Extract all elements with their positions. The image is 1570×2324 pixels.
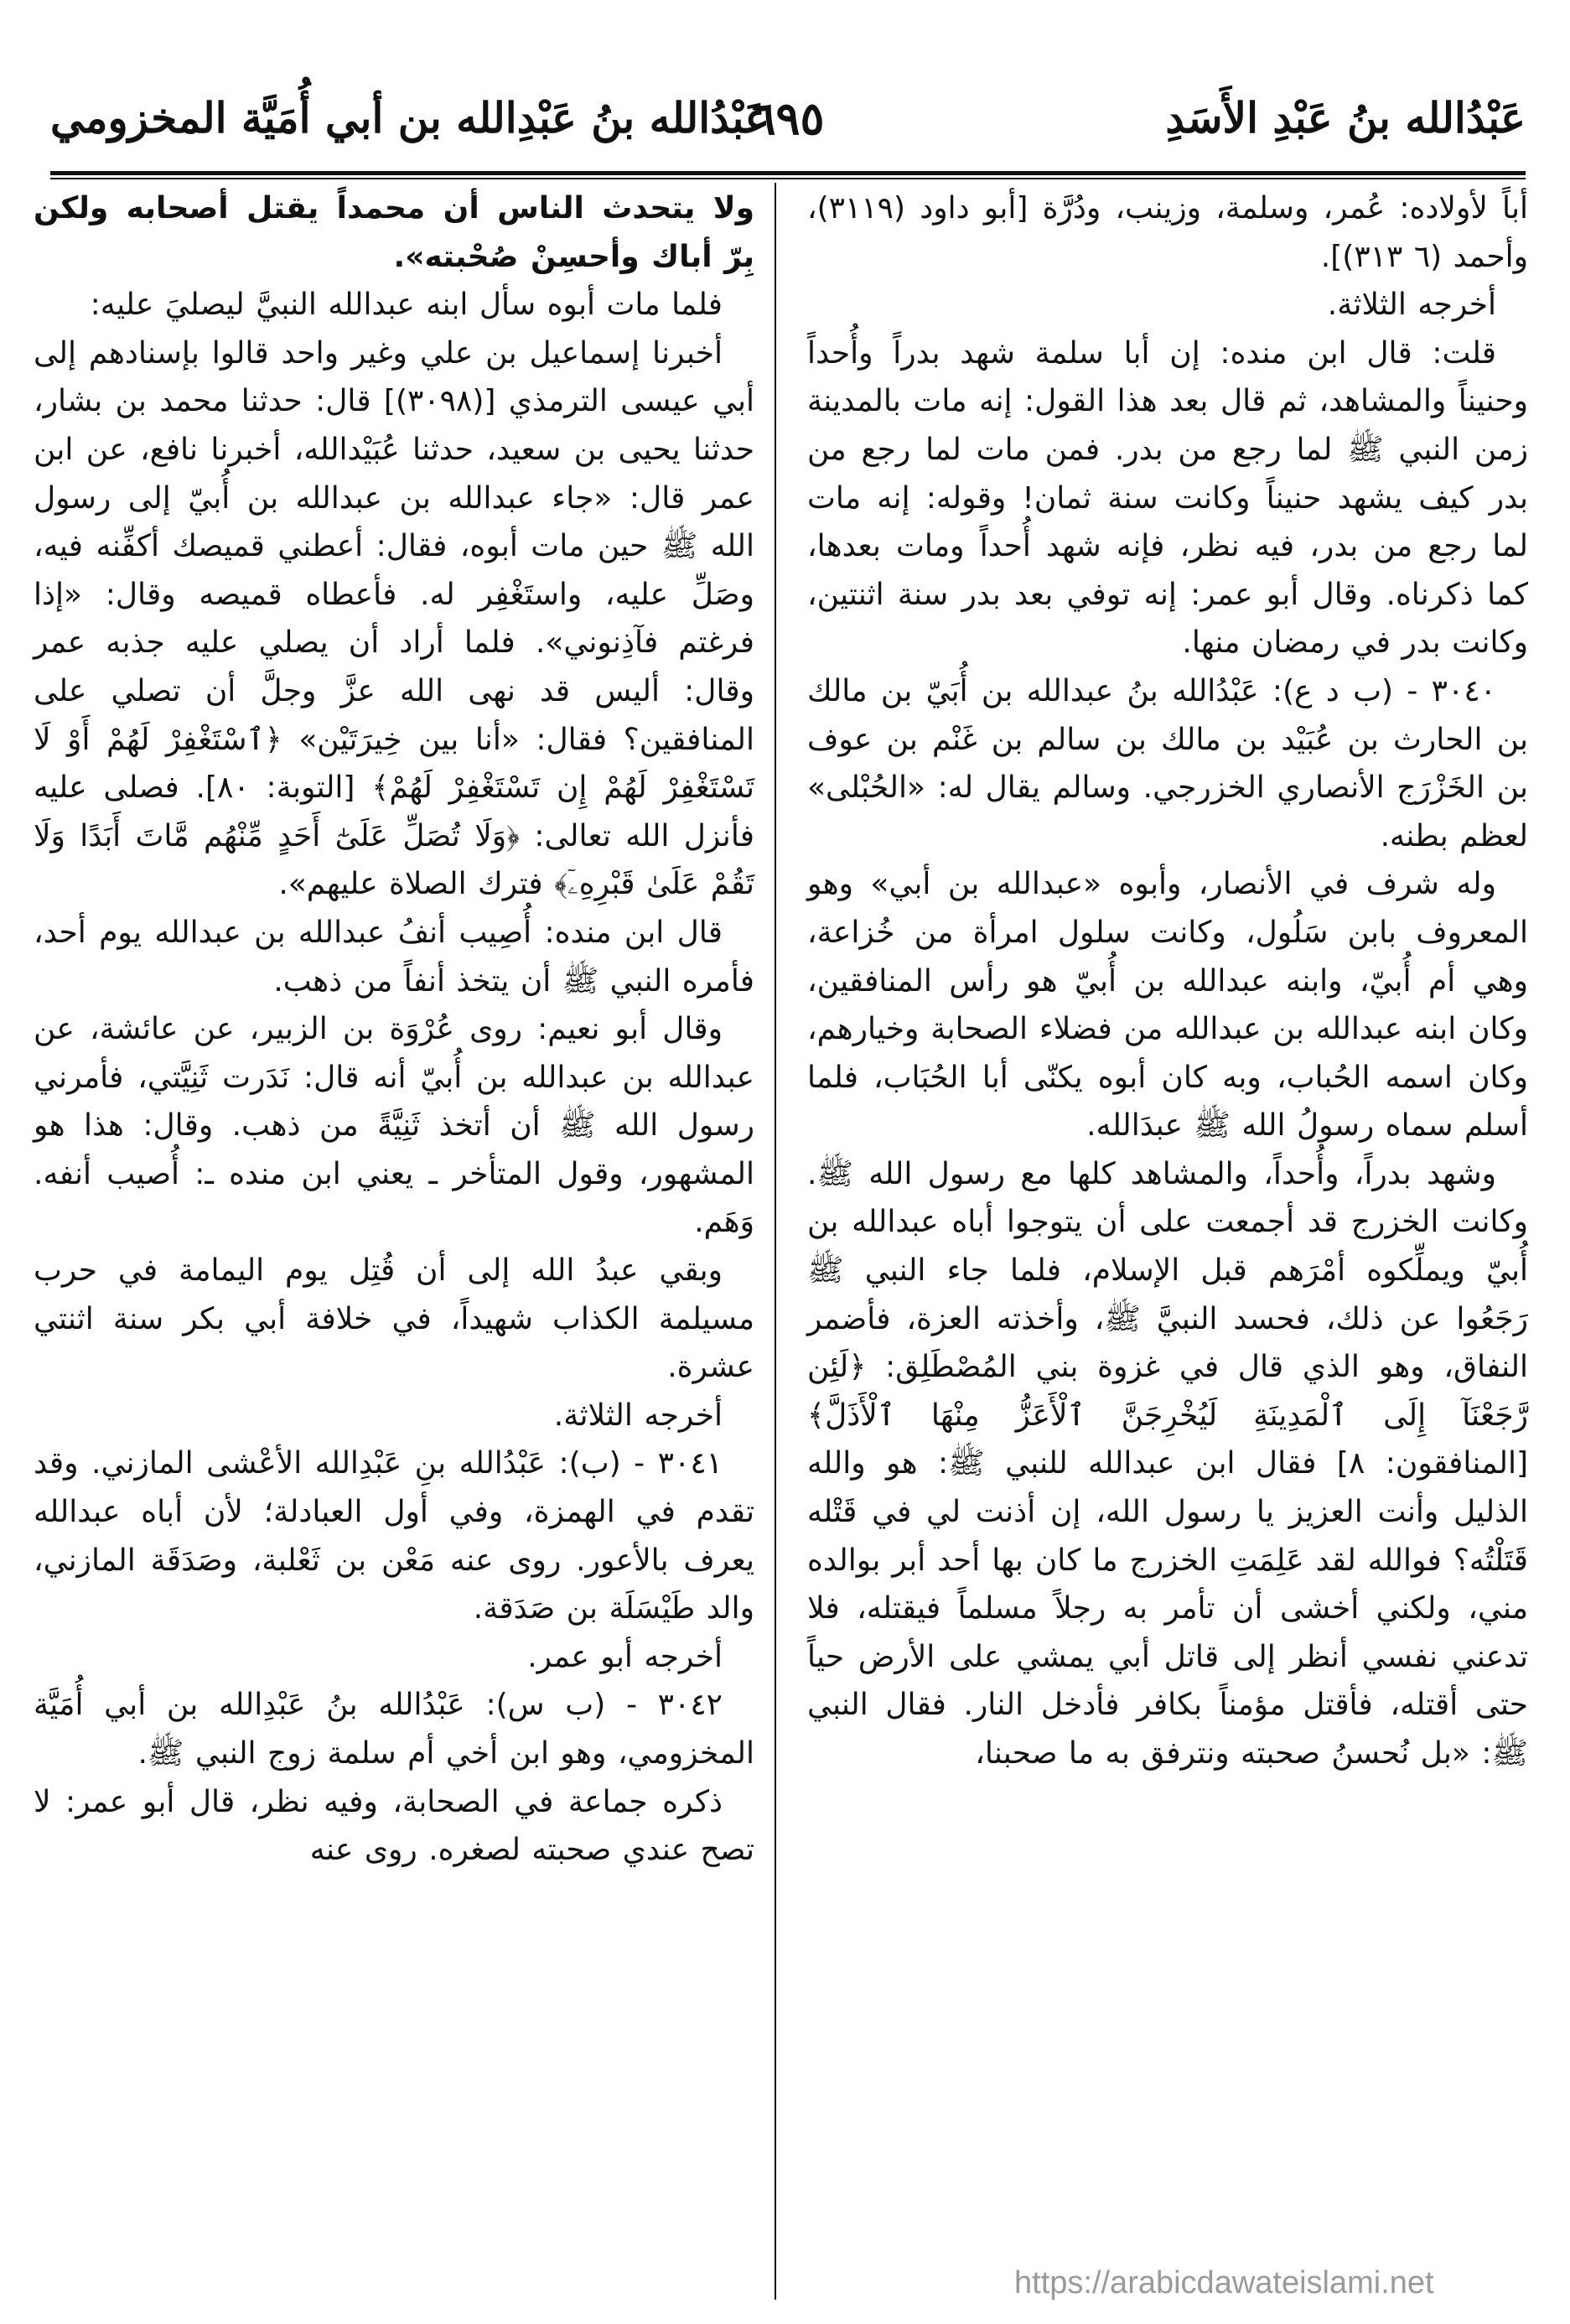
page-number: ٦٩٥ bbox=[751, 91, 825, 145]
column-separator bbox=[775, 183, 776, 2300]
paragraph: أخرجه أبو عمر. bbox=[527, 1639, 723, 1674]
running-title-left: عَبْدُالله بنُ عَبْدِالله بن أبي أُمَيَّة المخزومي bbox=[50, 93, 770, 143]
paragraph: ولا يتحدث الناس أن محمداً يقتل أصحابه ولكن بِرّ أباك وأحسِنْ صُحْبته». bbox=[34, 191, 754, 274]
paragraph: أخرجه الثلاثة. bbox=[1327, 288, 1496, 323]
entry-3042: ٣٠٤٢ - (ب س): عَبْدُالله بنُ عَبْدِالله بن أبي أُمَيَّة المخزومي، وهو ابن أخي أم سلمة زوج النبي ﷺ. bbox=[34, 1688, 754, 1771]
paragraph: أخبرنا إسماعيل بن علي وغير واحد قالوا بإسنادهم إلى أبي عيسى الترمذي [(٣٠٩٨)] قال: حدثنا محمد بن بشار، حدثنا يحيى بن سعيد، حدثنا عُبَيْدالله، أخبرنا نافع، عن ابن عمر قال: «جاء عبدالله بن عبدالله بن أُبيّ إلى رسول الله ﷺ حين مات أبوه، فقال: أعطني قميصك أكفِّنه فيه، وصَلِّ عليه، واستَغْفِر له. فأعطاه قميصه وقال: «إذا فرغتم فآذِنوني». فلما أراد أن يصلي عليه جذبه عمر وقال: أليس قد نهى الله عزَّ وجلَّ أن تصلي على المنافقين؟ فقال: «أنا بين خِيرَتَيْن» ﴿ٱسْتَغْفِرْ لَهُمْ أَوْ لَا تَسْتَغْفِرْ لَهُمْ إِن تَسْتَغْفِرْ لَهُمْ﴾ [التوبة: ٨٠]. فصلى عليه فأنزل الله تعالى: ﴿وَلَا تُصَلِّ عَلَىٰٓ أَحَدٍ مِّنْهُم مَّاتَ أَبَدًا وَلَا تَقُمْ عَلَىٰ قَبْرِهِۦٓ﴾ فترك الصلاة عليهم». bbox=[34, 335, 754, 902]
paragraph: وشهد بدراً، وأُحداً، والمشاهد كلها مع رسول الله ﷺ. وكانت الخزرج قد أجمعت على أن يتوجوا أباه عبدالله بن أُبيّ ويملِّكوه أمْرَهم قبل الإسلام، فلما جاء النبي ﷺ رَجَعُوا عن ذلك، فحسد النبيَّ ﷺ، وأخذته العزة، فأضمر النفاق، وهو الذي قال في غزوة بني المُصْطَلِق: ﴿لَئِن رَّجَعْنَآ إِلَى ٱلْمَدِينَةِ لَيُخْرِجَنَّ ٱلْأَعَزُّ مِنْهَا ٱلْأَذَلَّ﴾ [المنافقون: ٨] فقال ابن عبدالله للنبي ﷺ: هو والله الذليل وأنت العزيز يا رسول الله، إن أذنت لي في قَتْله قَتَلْتُه؟ فوالله لقد عَلِمَتِ الخزرج ما كان بها أحد أبر بوالده مني، ولكني أخشى أن تأمر به رجلاً مسلماً فيقتله، فلا تدعني نفسي أنظر إلى قاتل أبي يمشي على الأرض حياً حتى أقتله، فأقتل مؤمناً بكافر فأدخل النار. فقال النبي ﷺ: «بل نُحسنُ صحبته ونترفق به ما صحبنا، bbox=[807, 1156, 1529, 1771]
paragraph: وبقي عبدُ الله إلى أن قُتِل يوم اليمامة في حرب مسيلمة الكذاب شهيداً، في خلافة أبي بكر سنة اثنتي عشرة. bbox=[34, 1253, 754, 1385]
entry-3041: ٣٠٤١ - (ب): عَبْدُالله بنِ عَبْدِالله الأعْشى المازني. وقد تقدم في الهمزة، وفي أول العبادلة؛ لأن أباه عبدالله يعرف بالأعور. روى عنه مَعْن بن ثَعْلبة، وصَدَقَة المازني، والد طَيْسَلَة بن صَدَقة. bbox=[34, 1446, 754, 1626]
running-header bbox=[50, 80, 1526, 161]
paragraph: أخرجه الثلاثة. bbox=[553, 1398, 723, 1433]
left-column bbox=[34, 184, 754, 1875]
entry-3040: ٣٠٤٠ - (ب د ع): عَبْدُالله بنُ عبدالله بن أُبَيّ بن مالك بن الحارث بن عُبَيْد بن مالك بن سالم بن غَنْم بن عوف بن الخَزْرَج الأنصاري الخزرجي. وسالم يقال له: «الحُبْلى» لعظم بطنه. bbox=[807, 673, 1528, 853]
paragraph: وله شرف في الأنصار، وأبوه «عبدالله بن أبي» وهو المعروف بابن سَلُول، وكانت سلول امرأة من خُزاعة، وهي أم أُبيّ، وابنه عبدالله بن أُبيّ هو رأس المنافقين، وكان ابنه عبدالله بن عبدالله من فضلاء الصحابة وخيارهم، وكان اسمه الحُباب، وبه كان أبوه يكنّى أبا الحُبَاب، فلما أسلم سماه رسولُ الله ﷺ عبدَالله. bbox=[807, 867, 1528, 1144]
right-column bbox=[807, 184, 1528, 1778]
paragraph: قلت: قال ابن منده: إن أبا سلمة شهد بدراً وأُحداً وحنيناً والمشاهد، ثم قال بعد هذا القول: إنه مات بالمدينة زمن النبي ﷺ لما رجع من بدر. فمن مات لما رجع من بدر كيف يشهد حنيناً وكانت سنة ثمان! وقوله: إنه مات لما رجع من بدر، فيه نظر، فإنه شهد أُحداً ومات بعدها، كما ذكرناه. وقال أبو عمر: إنه توفي بعد بدر سنة اثنتين، وكانت بدر في رمضان منها. bbox=[807, 335, 1528, 661]
paragraph: قال ابن منده: أُصِيب أنفُ عبدالله بن عبدالله يوم أحد، فأمره النبي ﷺ أن يتخذ أنفاً من ذهب. bbox=[34, 915, 754, 999]
paragraph: أباً لأولاده: عُمر، وسلمة، وزينب، ودُرَّة [أبو داود (٣١١٩)، وأحمد (٦ ٣١٣)]. bbox=[807, 191, 1528, 274]
running-title-right: عَبْدُالله بنُ عَبْدِ الأَسَدِ bbox=[1165, 93, 1526, 143]
watermark-url: https://arabicdawateislami.net bbox=[1014, 2265, 1434, 2301]
paragraph: ذكره جماعة في الصحابة، وفيه نظر، قال أبو عمر: لا تصح عندي صحبته لصغره. روى عنه bbox=[34, 1784, 754, 1868]
header-rule bbox=[50, 171, 1526, 175]
paragraph: فلما مات أبوه سأل ابنه عبدالله النبيَّ ليصليَ عليه: bbox=[90, 288, 723, 323]
header-rule-thin bbox=[50, 178, 1526, 179]
paragraph: وقال أبو نعيم: روى عُرْوَة بن الزبير، عن عائشة، عن عبدالله بن عبدالله بن أُبيّ أنه قال: نَدَرت ثَنِيَّتي، فأمرني رسول الله ﷺ أن أتخذ ثَنِيَّةً من ذهب. وقال: هذا هو المشهور، وقول المتأخر ـ يعني ابن منده ـ: أُصيب أنفه. وَهَم. bbox=[34, 1012, 754, 1240]
